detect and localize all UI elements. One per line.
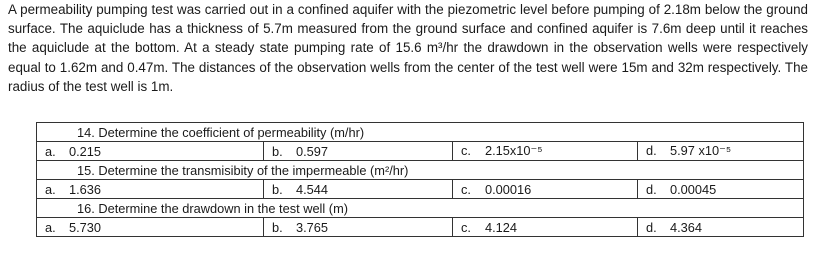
choice-letter: d.	[646, 219, 657, 235]
choice-letter: a.	[45, 143, 56, 159]
choice-15-b	[264, 180, 453, 199]
choice-letter: d.	[646, 143, 657, 158]
choice-letter: a.	[45, 219, 56, 235]
choice-value: 3.765	[296, 219, 329, 235]
choice-value: 0.215	[69, 143, 102, 159]
choice-16-d	[638, 218, 804, 237]
choice-letter: c.	[461, 143, 471, 158]
choice-14-a	[37, 142, 264, 161]
choice-letter: b.	[272, 219, 283, 235]
choices-row-14	[37, 142, 804, 161]
choice-letter: b.	[272, 181, 283, 197]
choice-letter: c.	[461, 219, 471, 235]
choice-16-b	[264, 218, 453, 237]
choice-16-c	[453, 218, 638, 237]
choice-value: 4.544	[296, 181, 329, 197]
question-14-label: 14. Determine the coefficient of permeability (m/hr)	[37, 123, 804, 142]
question-row-16	[37, 199, 804, 218]
choice-15-a	[37, 180, 264, 199]
choice-14-b	[264, 142, 453, 161]
choice-letter: a.	[45, 181, 56, 197]
choice-15-c	[453, 180, 638, 199]
choices-row-16	[37, 218, 804, 237]
choice-16-a	[37, 218, 264, 237]
choice-value: 4.364	[670, 219, 703, 235]
question-row-15	[37, 161, 804, 180]
question-row-14	[37, 123, 804, 142]
choice-value: 4.124	[485, 219, 518, 235]
question-15-label: 15. Determine the transmisibity of the impermeable (m²/hr)	[37, 161, 804, 180]
choice-value: 5.97 x10⁻⁵	[670, 143, 732, 158]
choices-row-15	[37, 180, 804, 199]
problem-statement: A permeability pumping test was carried out in a confined aquifer with the piezometric level before pumping of 2.18m below the ground surface. The aquiclude has a thickness of 5.7m measured from the ground surface and confined aquifer is 7.6m deep until it reaches the aquiclude at the bottom. At a steady state pumping rate of 15.6 m³/hr the drawdown in the observation wells were respectively equal to 1.62m and 0.47m. The distances of the observation wells from the center of the test well were 15m and 32m respectively. The radius of the test well is 1m.	[8, 2, 808, 94]
choice-letter: c.	[461, 181, 471, 197]
choice-14-c	[453, 142, 638, 161]
choice-letter: d.	[646, 181, 657, 197]
choice-value: 5.730	[69, 219, 102, 235]
choice-letter: b.	[272, 143, 283, 159]
choice-value: 0.00016	[485, 181, 532, 197]
choice-value: 1.636	[69, 181, 102, 197]
choice-15-d	[638, 180, 804, 199]
choice-value: 2.15x10⁻⁵	[485, 143, 543, 158]
choice-14-d	[638, 142, 804, 161]
question-16-label: 16. Determine the drawdown in the test well (m)	[37, 199, 804, 218]
questions-table	[36, 122, 804, 237]
choice-value: 0.597	[296, 143, 329, 159]
choice-value: 0.00045	[670, 181, 717, 197]
